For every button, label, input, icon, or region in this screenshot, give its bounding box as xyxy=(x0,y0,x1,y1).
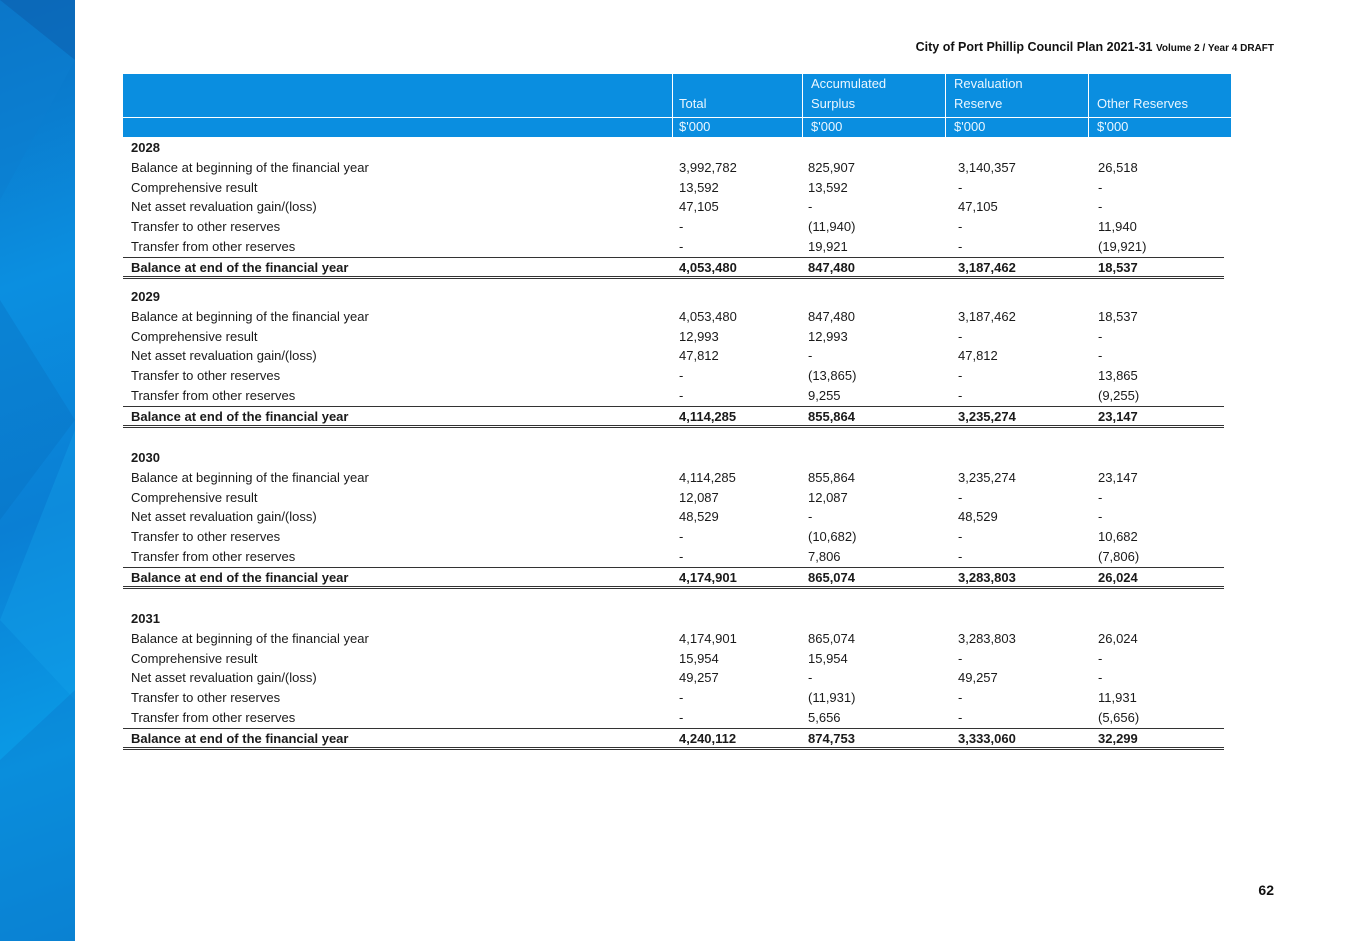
cell-value: (19,921) xyxy=(1098,238,1147,254)
row-label: Transfer to other reserves xyxy=(131,368,281,384)
cell-value: - xyxy=(679,548,684,564)
cell-value: - xyxy=(679,709,684,725)
year-section-2030 xyxy=(123,448,1224,589)
row-label: Transfer from other reserves xyxy=(131,238,296,254)
cell-value: (5,656) xyxy=(1098,709,1140,725)
cell-value: 12,993 xyxy=(808,328,848,344)
year-section-2028 xyxy=(123,138,1224,279)
cell-value: 865,074 xyxy=(808,630,855,646)
cell-value: - xyxy=(1098,670,1103,686)
statement-of-changes-in-equity-table xyxy=(123,74,1231,746)
header-underline xyxy=(123,117,1231,118)
cell-value: 7,806 xyxy=(808,548,841,564)
col-revaluation-header-1: Revaluation xyxy=(954,76,1023,91)
cell-value: 49,257 xyxy=(958,670,998,686)
col-other-header: Other Reserves xyxy=(1097,96,1189,111)
total-value: 4,240,112 xyxy=(679,730,737,746)
table-row xyxy=(123,488,1224,508)
year-heading-row xyxy=(123,287,1224,307)
cell-value: - xyxy=(679,219,684,235)
cell-value: (11,940) xyxy=(808,219,856,235)
cell-value: 12,087 xyxy=(808,489,848,505)
sidebar-decoration xyxy=(0,0,75,941)
total-value: 4,053,480 xyxy=(679,259,737,275)
cell-value: - xyxy=(958,368,963,384)
cell-value: (11,931) xyxy=(808,690,856,706)
year-heading-row xyxy=(123,448,1224,468)
total-value: 874,753 xyxy=(808,730,855,746)
table-row xyxy=(123,547,1224,567)
table-row xyxy=(123,178,1224,198)
total-value: 23,147 xyxy=(1098,408,1138,424)
cell-value: 11,940 xyxy=(1098,219,1137,235)
cell-value: 47,812 xyxy=(679,348,719,364)
total-label: Balance at end of the financial year xyxy=(131,730,349,746)
header-divider xyxy=(802,74,803,137)
document-subtitle: Volume 2 / Year 4 DRAFT xyxy=(1155,43,1274,54)
table-row xyxy=(123,708,1224,728)
year-heading: 2030 xyxy=(131,450,160,465)
row-label: Transfer to other reserves xyxy=(131,529,281,545)
cell-value: - xyxy=(958,179,963,195)
cell-value: 11,931 xyxy=(1098,690,1137,706)
cell-value: 3,283,803 xyxy=(958,630,1016,646)
row-label: Transfer to other reserves xyxy=(131,690,281,706)
cell-value: 26,518 xyxy=(1098,159,1138,175)
total-value: 865,074 xyxy=(808,569,855,585)
table-header xyxy=(123,74,1231,137)
total-row xyxy=(123,567,1224,589)
cell-value: 15,954 xyxy=(808,650,848,666)
cell-value: 12,087 xyxy=(679,489,719,505)
cell-value: - xyxy=(1098,650,1103,666)
row-label: Net asset revaluation gain/(loss) xyxy=(131,348,317,364)
year-section-2029 xyxy=(123,287,1224,428)
table-row xyxy=(123,197,1224,217)
cell-value: - xyxy=(958,709,963,725)
total-label: Balance at end of the financial year xyxy=(131,569,349,585)
cell-value: 4,053,480 xyxy=(679,308,737,324)
cell-value: 10,682 xyxy=(1098,529,1138,545)
total-value: 4,114,285 xyxy=(679,408,737,424)
total-label: Balance at end of the financial year xyxy=(131,408,349,424)
cell-value: - xyxy=(958,529,963,545)
cell-value: (13,865) xyxy=(808,368,857,384)
row-label: Balance at beginning of the financial year xyxy=(131,469,369,485)
cell-value: - xyxy=(1098,179,1103,195)
cell-value: 12,993 xyxy=(679,328,719,344)
col-total-header: Total xyxy=(679,96,707,111)
cell-value: - xyxy=(958,548,963,564)
cell-value: 3,140,357 xyxy=(958,159,1016,175)
row-label: Balance at beginning of the financial year xyxy=(131,630,369,646)
year-heading-row xyxy=(123,138,1224,158)
total-value: 3,283,803 xyxy=(958,569,1016,585)
total-value: 32,299 xyxy=(1098,730,1138,746)
total-value: 847,480 xyxy=(808,259,855,275)
table-row xyxy=(123,386,1224,406)
table-row xyxy=(123,688,1224,708)
cell-value: 15,954 xyxy=(679,650,719,666)
cell-value: - xyxy=(679,368,684,384)
cell-value: 13,592 xyxy=(808,179,848,195)
row-label: Net asset revaluation gain/(loss) xyxy=(131,199,317,215)
cell-value: (10,682) xyxy=(808,529,857,545)
row-label: Balance at beginning of the financial year xyxy=(131,159,369,175)
cell-value: 47,812 xyxy=(958,348,998,364)
cell-value: 4,114,285 xyxy=(679,469,736,485)
cell-value: (7,806) xyxy=(1098,548,1140,564)
total-value: 3,333,060 xyxy=(958,730,1016,746)
table-row xyxy=(123,158,1224,178)
cell-value: 18,537 xyxy=(1098,308,1138,324)
cell-value: 49,257 xyxy=(679,670,719,686)
row-label: Comprehensive result xyxy=(131,489,258,505)
header-divider xyxy=(945,74,946,137)
cell-value: - xyxy=(679,238,684,254)
table-row xyxy=(123,629,1224,649)
year-heading-row xyxy=(123,609,1224,629)
row-label: Transfer to other reserves xyxy=(131,219,281,235)
table-row xyxy=(123,217,1224,237)
row-label: Balance at beginning of the financial year xyxy=(131,308,369,324)
cell-value: - xyxy=(1098,328,1103,344)
cell-value: 4,174,901 xyxy=(679,630,737,646)
cell-value: - xyxy=(958,650,963,666)
table-row xyxy=(123,668,1224,688)
cell-value: - xyxy=(958,238,963,254)
year-section-2031 xyxy=(123,609,1224,750)
cell-value: 3,235,274 xyxy=(958,469,1016,485)
cell-value: 847,480 xyxy=(808,308,855,324)
total-row xyxy=(123,257,1224,279)
row-label: Comprehensive result xyxy=(131,650,258,666)
total-value: 855,864 xyxy=(808,408,855,424)
cell-value: - xyxy=(1098,509,1103,525)
total-value: 3,235,274 xyxy=(958,408,1016,424)
col-total-unit: $'000 xyxy=(679,119,711,134)
cell-value: 9,255 xyxy=(808,387,841,403)
cell-value: 3,187,462 xyxy=(958,308,1016,324)
cell-value: - xyxy=(808,509,813,525)
cell-value: - xyxy=(958,387,963,403)
total-row xyxy=(123,728,1224,750)
header-divider xyxy=(1088,74,1089,137)
table-row xyxy=(123,237,1224,257)
cell-value: - xyxy=(1098,489,1103,505)
col-revaluation-unit: $'000 xyxy=(954,119,986,134)
table-row xyxy=(123,327,1224,347)
cell-value: - xyxy=(679,387,684,403)
document-title: City of Port Phillip Council Plan 2021-31 xyxy=(915,40,1153,54)
total-value: 18,537 xyxy=(1098,259,1138,275)
header-divider xyxy=(672,74,673,137)
row-label: Comprehensive result xyxy=(131,328,258,344)
cell-value: 48,529 xyxy=(679,509,719,525)
cell-value: 13,592 xyxy=(679,179,719,195)
total-row xyxy=(123,406,1224,428)
table-row xyxy=(123,468,1224,488)
cell-value: - xyxy=(958,219,963,235)
total-value: 26,024 xyxy=(1098,569,1138,585)
col-accumulated-header-2: Surplus xyxy=(811,96,856,111)
sidebar-pattern xyxy=(0,0,75,941)
table-row xyxy=(123,366,1224,386)
cell-value: - xyxy=(679,529,684,545)
row-label: Transfer from other reserves xyxy=(131,387,296,403)
table-row xyxy=(123,346,1224,366)
cell-value: 825,907 xyxy=(808,159,855,175)
cell-value: - xyxy=(808,199,813,215)
table-row xyxy=(123,527,1224,547)
col-other-unit: $'000 xyxy=(1097,119,1129,134)
cell-value: - xyxy=(958,328,963,344)
row-label: Net asset revaluation gain/(loss) xyxy=(131,670,317,686)
cell-value: (9,255) xyxy=(1098,387,1140,403)
cell-value: 855,864 xyxy=(808,469,855,485)
total-value: 3,187,462 xyxy=(958,259,1016,275)
document-header xyxy=(916,40,1274,54)
cell-value: - xyxy=(808,348,813,364)
total-label: Balance at end of the financial year xyxy=(131,259,349,275)
cell-value: - xyxy=(958,690,963,706)
year-heading: 2029 xyxy=(131,289,160,304)
page-number: 62 xyxy=(1258,882,1274,898)
col-accumulated-header-1: Accumulated xyxy=(811,76,887,91)
row-label: Transfer from other reserves xyxy=(131,709,296,725)
row-label: Comprehensive result xyxy=(131,179,258,195)
col-accumulated-unit: $'000 xyxy=(811,119,843,134)
cell-value: 47,105 xyxy=(958,199,998,215)
cell-value: - xyxy=(808,670,813,686)
cell-value: 3,992,782 xyxy=(679,159,737,175)
table-row xyxy=(123,507,1224,527)
cell-value: - xyxy=(1098,348,1103,364)
cell-value: - xyxy=(1098,199,1103,215)
row-label: Net asset revaluation gain/(loss) xyxy=(131,509,317,525)
cell-value: - xyxy=(679,690,684,706)
table-row xyxy=(123,649,1224,669)
cell-value: - xyxy=(958,489,963,505)
cell-value: 26,024 xyxy=(1098,630,1138,646)
cell-value: 5,656 xyxy=(808,709,841,725)
cell-value: 19,921 xyxy=(808,238,848,254)
cell-value: 23,147 xyxy=(1098,469,1138,485)
cell-value: 13,865 xyxy=(1098,368,1138,384)
cell-value: 47,105 xyxy=(679,199,719,215)
col-revaluation-header-2: Reserve xyxy=(954,96,1003,111)
year-heading: 2031 xyxy=(131,611,160,626)
row-label: Transfer from other reserves xyxy=(131,548,296,564)
total-value: 4,174,901 xyxy=(679,569,737,585)
year-heading: 2028 xyxy=(131,140,160,155)
table-row xyxy=(123,307,1224,327)
cell-value: 48,529 xyxy=(958,509,998,525)
